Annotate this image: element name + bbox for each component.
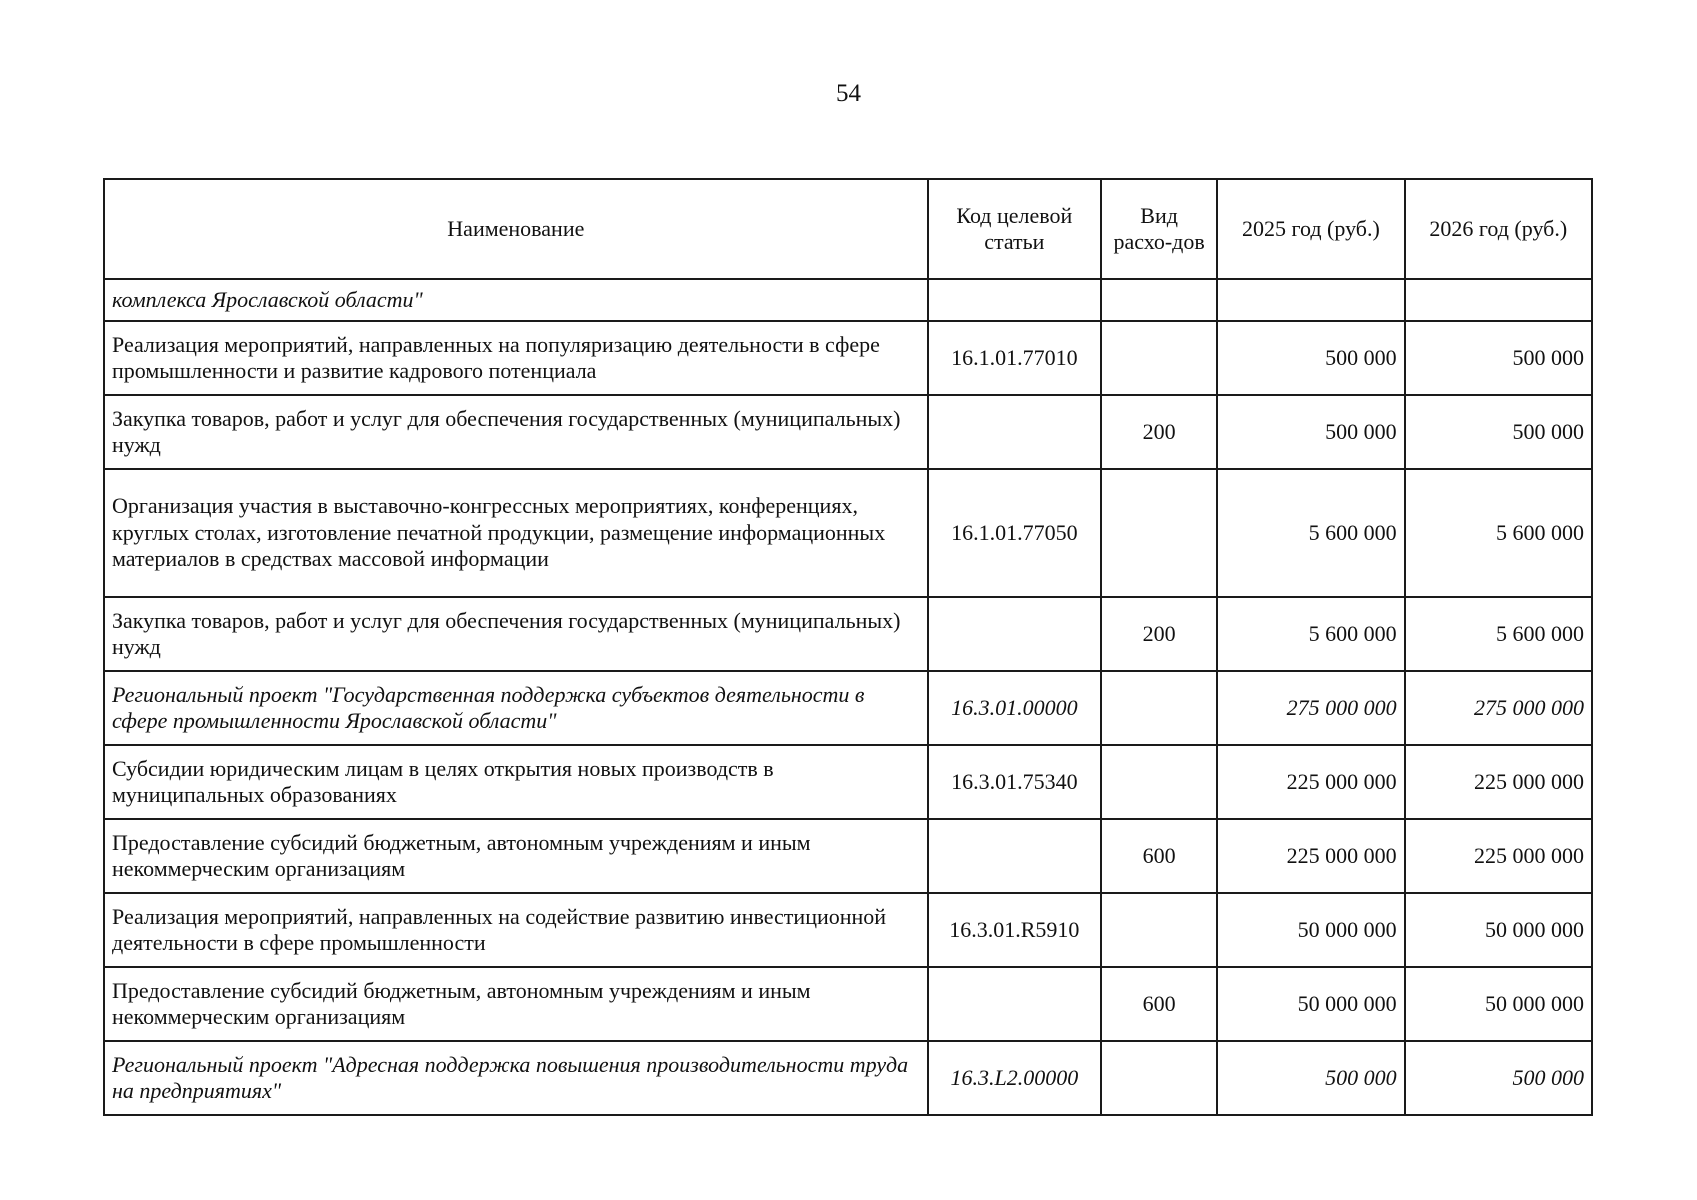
table-row: [104, 893, 1592, 967]
table-row: [104, 819, 1592, 893]
row-name: Предоставление субсидий бюджетным, автономным учреждениям и иным некоммерческим организациям: [104, 819, 928, 893]
table-row: [104, 597, 1592, 671]
row-code: 16.1.01.77050: [928, 469, 1101, 597]
row-expense-type: 200: [1101, 395, 1217, 469]
row-name: Реализация мероприятий, направленных на содействие развитию инвестиционной деятельности в сфере промышленности: [104, 893, 928, 967]
row-code: [928, 597, 1101, 671]
table-row: [104, 395, 1592, 469]
row-amount-2026: 50 000 000: [1405, 967, 1592, 1041]
row-name: Субсидии юридическим лицам в целях открытия новых производств в муниципальных образованиях: [104, 745, 928, 819]
table-row: [104, 469, 1592, 597]
row-expense-type: [1101, 671, 1217, 745]
row-name: Предоставление субсидий бюджетным, автономным учреждениям и иным некоммерческим организациям: [104, 967, 928, 1041]
row-code: 16.1.01.77010: [928, 321, 1101, 395]
header-code: Код целевой статьи: [928, 179, 1101, 279]
row-name: Региональный проект "Адресная поддержка повышения производительности труда на предприятиях": [104, 1041, 928, 1115]
row-amount-2025: 225 000 000: [1217, 819, 1404, 893]
row-amount-2025: 275 000 000: [1217, 671, 1404, 745]
row-code: [928, 819, 1101, 893]
row-code: [928, 395, 1101, 469]
header-expense-type: Вид расхо-дов: [1101, 179, 1217, 279]
row-code: [928, 279, 1101, 321]
row-name: Закупка товаров, работ и услуг для обеспечения государственных (муниципальных) нужд: [104, 395, 928, 469]
row-code: 16.3.01.75340: [928, 745, 1101, 819]
row-expense-type: [1101, 893, 1217, 967]
row-amount-2025: 225 000 000: [1217, 745, 1404, 819]
row-name: комплекса Ярославской области": [104, 279, 928, 321]
row-code: 16.3.01.00000: [928, 671, 1101, 745]
row-amount-2025: 50 000 000: [1217, 893, 1404, 967]
table-row: [104, 321, 1592, 395]
header-name: Наименование: [104, 179, 928, 279]
row-amount-2025: [1217, 279, 1404, 321]
row-name: Закупка товаров, работ и услуг для обеспечения государственных (муниципальных) нужд: [104, 597, 928, 671]
table-row: [104, 671, 1592, 745]
row-code: 16.3.01.R5910: [928, 893, 1101, 967]
row-amount-2026: [1405, 279, 1592, 321]
row-name: Организация участия в выставочно-конгрессных мероприятиях, конференциях, круглых столах, изготовление печатной продукции, размещение информационных материалов в средствах массовой информации: [104, 469, 928, 597]
row-amount-2026: 50 000 000: [1405, 893, 1592, 967]
row-amount-2026: 275 000 000: [1405, 671, 1592, 745]
budget-table: [103, 178, 1593, 1116]
row-amount-2026: 500 000: [1405, 1041, 1592, 1115]
page-number: 54: [836, 80, 861, 107]
row-amount-2025: 500 000: [1217, 395, 1404, 469]
row-amount-2025: 500 000: [1217, 321, 1404, 395]
row-amount-2025: 5 600 000: [1217, 469, 1404, 597]
row-amount-2026: 500 000: [1405, 321, 1592, 395]
table-row: [104, 967, 1592, 1041]
row-expense-type: [1101, 469, 1217, 597]
table-row: [104, 1041, 1592, 1115]
row-amount-2026: 225 000 000: [1405, 745, 1592, 819]
row-expense-type: 600: [1101, 819, 1217, 893]
row-expense-type: 200: [1101, 597, 1217, 671]
row-amount-2026: 5 600 000: [1405, 469, 1592, 597]
header-year-2025: 2025 год (руб.): [1217, 179, 1404, 279]
row-name: Региональный проект "Государственная поддержка субъектов деятельности в сфере промышленности Ярославской области": [104, 671, 928, 745]
row-expense-type: [1101, 321, 1217, 395]
table-header-row: [104, 179, 1592, 279]
row-code: [928, 967, 1101, 1041]
row-amount-2026: 225 000 000: [1405, 819, 1592, 893]
row-name: Реализация мероприятий, направленных на популяризацию деятельности в сфере промышленности и развитие кадрового потенциала: [104, 321, 928, 395]
table-row: [104, 745, 1592, 819]
row-amount-2025: 500 000: [1217, 1041, 1404, 1115]
row-expense-type: [1101, 1041, 1217, 1115]
row-expense-type: [1101, 279, 1217, 321]
row-expense-type: [1101, 745, 1217, 819]
header-year-2026: 2026 год (руб.): [1405, 179, 1592, 279]
row-amount-2026: 500 000: [1405, 395, 1592, 469]
row-code: 16.3.L2.00000: [928, 1041, 1101, 1115]
row-expense-type: 600: [1101, 967, 1217, 1041]
row-amount-2025: 50 000 000: [1217, 967, 1404, 1041]
table-row: [104, 279, 1592, 321]
row-amount-2026: 5 600 000: [1405, 597, 1592, 671]
row-amount-2025: 5 600 000: [1217, 597, 1404, 671]
